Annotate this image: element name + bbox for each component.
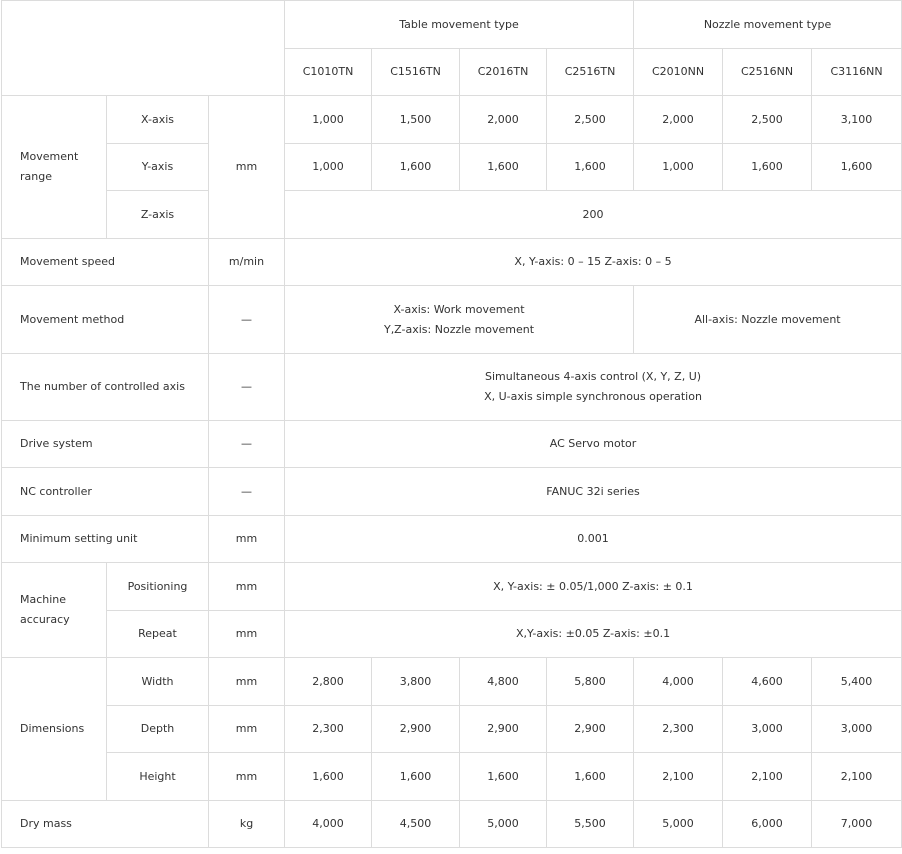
value-cell: 5,400 xyxy=(812,658,902,706)
unit-cell: mm xyxy=(209,611,285,658)
value-cell: 2,100 xyxy=(634,753,723,801)
sub-label-z-axis: Z-axis xyxy=(107,191,209,239)
value-cell: 200 xyxy=(285,191,902,239)
group-header-table: Table movement type xyxy=(285,1,634,49)
value-cell: 2,100 xyxy=(723,753,812,801)
sub-label-repeat: Repeat xyxy=(107,611,209,658)
sub-label-height: Height xyxy=(107,753,209,801)
model-header: C1516TN xyxy=(372,49,460,96)
value-cell: 1,600 xyxy=(372,753,460,801)
unit-cell: mm xyxy=(209,753,285,801)
table-row xyxy=(2,421,902,468)
unit-cell: — xyxy=(209,286,285,354)
value-cell: AC Servo motor xyxy=(285,421,902,468)
row-label-drive-system: Drive system xyxy=(2,421,209,468)
row-label-machine-accuracy: Machine accuracy xyxy=(2,563,107,658)
table-row xyxy=(2,706,902,753)
unit-cell: kg xyxy=(209,801,285,848)
value-cell: 7,000 xyxy=(812,801,902,848)
value-cell: 3,000 xyxy=(812,706,902,753)
row-label-movement-range: Movement range xyxy=(2,96,107,239)
value-cell: 5,000 xyxy=(460,801,547,848)
value-cell: X, Y-axis: 0 – 15 Z-axis: 0 – 5 xyxy=(285,239,902,286)
unit-cell: m/min xyxy=(209,239,285,286)
value-cell: 3,000 xyxy=(723,706,812,753)
spec-table xyxy=(1,0,902,848)
table-row xyxy=(2,354,902,421)
value-cell: 2,000 xyxy=(460,96,547,144)
value-cell: 2,100 xyxy=(812,753,902,801)
model-header: C3116NN xyxy=(812,49,902,96)
table-row xyxy=(2,753,902,801)
value-cell: 4,800 xyxy=(460,658,547,706)
value-cell: 2,500 xyxy=(547,96,634,144)
table-row xyxy=(2,239,902,286)
sub-label-x-axis: X-axis xyxy=(107,96,209,144)
sub-label-width: Width xyxy=(107,658,209,706)
table-row xyxy=(2,658,902,706)
value-cell: 4,600 xyxy=(723,658,812,706)
row-label-nc-controller: NC controller xyxy=(2,468,209,516)
value-cell: 1,600 xyxy=(547,753,634,801)
header-corner xyxy=(2,1,285,96)
table-row xyxy=(2,468,902,516)
unit-cell: — xyxy=(209,421,285,468)
value-cell-nozzle-method: All-axis: Nozzle movement xyxy=(634,286,902,354)
value-cell: 2,300 xyxy=(285,706,372,753)
model-header: C1010TN xyxy=(285,49,372,96)
value-line: Simultaneous 4-axis control (X, Y, Z, U) xyxy=(485,370,702,383)
table-row xyxy=(2,144,902,191)
row-label-controlled-axis: The number of controlled axis xyxy=(2,354,209,421)
unit-cell: mm xyxy=(209,658,285,706)
sub-label-depth: Depth xyxy=(107,706,209,753)
value-cell: 3,800 xyxy=(372,658,460,706)
value-line: Y,Z-axis: Nozzle movement xyxy=(383,322,535,336)
row-label-dry-mass: Dry mass xyxy=(2,801,209,848)
unit-cell: mm xyxy=(209,516,285,563)
unit-cell: mm xyxy=(209,96,285,239)
row-label-dimensions: Dimensions xyxy=(2,658,107,801)
row-label-min-setting: Minimum setting unit xyxy=(2,516,209,563)
value-cell: 2,900 xyxy=(547,706,634,753)
value-cell: 5,000 xyxy=(634,801,723,848)
value-cell: 2,300 xyxy=(634,706,723,753)
value-cell: 6,000 xyxy=(723,801,812,848)
value-cell: X,Y-axis: ±0.05 Z-axis: ±0.1 xyxy=(285,611,902,658)
table-row xyxy=(2,563,902,611)
value-cell: FANUC 32i series xyxy=(285,468,902,516)
model-header: C2516NN xyxy=(723,49,812,96)
value-cell: 0.001 xyxy=(285,516,902,563)
value-line: X-axis: Work movement xyxy=(393,302,525,316)
header-row-groups xyxy=(2,1,902,49)
value-cell: 5,500 xyxy=(547,801,634,848)
value-cell: 1,000 xyxy=(285,96,372,144)
value-line: X, U-axis simple synchronous operation xyxy=(484,390,702,403)
value-cell: 4,500 xyxy=(372,801,460,848)
table-row xyxy=(2,611,902,658)
row-label-movement-method: Movement method xyxy=(2,286,209,354)
value-cell: 1,600 xyxy=(460,753,547,801)
value-cell xyxy=(285,354,902,421)
unit-cell: — xyxy=(209,468,285,516)
unit-cell: mm xyxy=(209,563,285,611)
unit-cell: mm xyxy=(209,706,285,753)
value-cell: 1,600 xyxy=(547,144,634,191)
value-cell: 5,800 xyxy=(547,658,634,706)
value-cell: 1,500 xyxy=(372,96,460,144)
value-cell-table-method xyxy=(285,286,634,354)
model-header: C2516TN xyxy=(547,49,634,96)
table-row xyxy=(2,286,902,354)
value-cell: X, Y-axis: ± 0.05/1,000 Z-axis: ± 0.1 xyxy=(285,563,902,611)
value-cell: 2,900 xyxy=(460,706,547,753)
value-cell: 2,900 xyxy=(372,706,460,753)
value-cell: 1,600 xyxy=(812,144,902,191)
unit-cell: — xyxy=(209,354,285,421)
sub-label-y-axis: Y-axis xyxy=(107,144,209,191)
value-cell: 1,000 xyxy=(634,144,723,191)
table-row xyxy=(2,191,902,239)
value-cell: 4,000 xyxy=(634,658,723,706)
value-cell: 1,600 xyxy=(460,144,547,191)
table-row xyxy=(2,801,902,848)
row-label-movement-speed: Movement speed xyxy=(2,239,209,286)
sub-label-positioning: Positioning xyxy=(107,563,209,611)
value-cell: 3,100 xyxy=(812,96,902,144)
value-cell: 2,000 xyxy=(634,96,723,144)
value-cell: 2,500 xyxy=(723,96,812,144)
value-cell: 1,600 xyxy=(723,144,812,191)
value-cell: 4,000 xyxy=(285,801,372,848)
value-cell: 2,800 xyxy=(285,658,372,706)
model-header: C2010NN xyxy=(634,49,723,96)
value-cell: 1,600 xyxy=(285,753,372,801)
table-row xyxy=(2,516,902,563)
value-cell: 1,600 xyxy=(372,144,460,191)
model-header: C2016TN xyxy=(460,49,547,96)
table-row xyxy=(2,96,902,144)
value-cell: 1,000 xyxy=(285,144,372,191)
group-header-nozzle: Nozzle movement type xyxy=(634,1,902,49)
